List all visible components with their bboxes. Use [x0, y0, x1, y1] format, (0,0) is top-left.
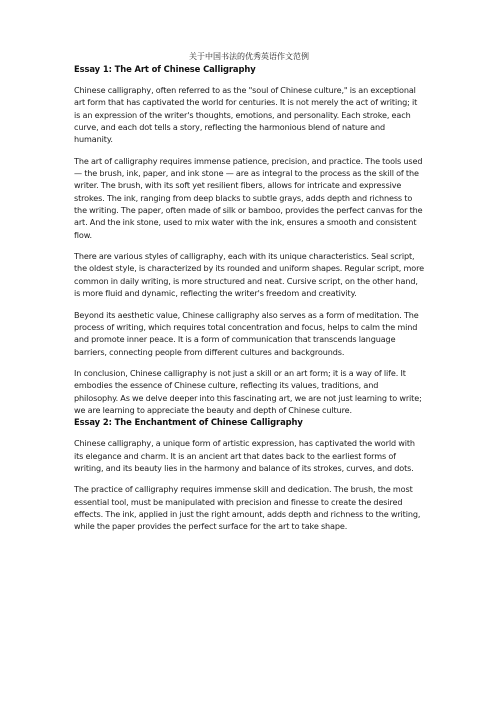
- essay-1: [74, 63, 424, 416]
- essay-2-paragraph-2: The practice of calligraphy requires immense skill and dedication. The brush, the most essential tool, must be manipulated with precision and finesse to create the desired effects. The ink, applied in just the right amount, adds depth and richness to the writing, while the paper provides the perfect surface for the art to take shape.: [74, 484, 421, 532]
- essay-1-paragraph-3: There are various styles of calligraphy, each with its unique characteristics. Seal script, the oldest style, is characterized by its rounded and uniform shapes. Regular script, more common in daily writing, is more structured and neat. Cursive script, on the other hand, is more fluid and dynamic, reflecting the writer's freedom and creativity.: [74, 251, 424, 299]
- essay-1-paragraph-4: Beyond its aesthetic value, Chinese calligraphy also serves as a form of meditation. The process of writing, which requires total concentration and focus, helps to calm the mind and promote inner peace. It is a form of communication that transcends language barriers, connecting people from different cultures and backgrounds.: [74, 309, 419, 357]
- document-page: [74, 0, 424, 533]
- essay-1-heading: Essay 1: The Art of Chinese Calligraphy: [74, 64, 256, 74]
- essay-1-paragraph-2: The art of calligraphy requires immense patience, precision, and practice. The tools used — the brush, ink, paper, and ink stone — are as integral to the process as the skill of the writer. The brush, with its soft yet resilient fibers, allows for intricate and expressive strokes. The ink, ranging from deep blacks to subtle grays, adds depth and richness to the writing. The paper, often made of silk or bamboo, provides the perfect canvas for the art. And the ink stone, used to mix water with the ink, ensures a smooth and consistent flow.: [74, 155, 423, 240]
- essay-1-paragraph-5: In conclusion, Chinese calligraphy is not just a skill or an art form; it is a way of life. It embodies the essence of Chinese culture, reflecting its values, traditions, and philosophy. As we delve deeper into this fascinating art, we are not just learning to write; we are learning to appreciate the beauty and depth of Chinese culture.: [74, 367, 422, 415]
- essay-1-paragraph-1: Chinese calligraphy, often referred to as the "soul of Chinese culture," is an exceptional art form that has captivated the world for centuries. It is not merely the act of writing; it is an expression of the writer's thoughts, emotions, and personality. Each stroke, each curve, and each dot tells a story, reflecting the harmonious blend of nature and humanity.: [74, 85, 418, 145]
- essay-2-heading: Essay 2: The Enchantment of Chinese Calligraphy: [74, 417, 303, 428]
- essay-2: [74, 416, 424, 532]
- document-title: 关于中国书法的优秀英语作文范例: [189, 52, 309, 61]
- essay-2-paragraph-1: Chinese calligraphy, a unique form of artistic expression, has captivated the world with its elegance and charm. It is an ancient art that dates back to the earliest forms of writing, and its beauty lies in the harmony and balance of its strokes, curves, and dots.: [74, 438, 415, 473]
